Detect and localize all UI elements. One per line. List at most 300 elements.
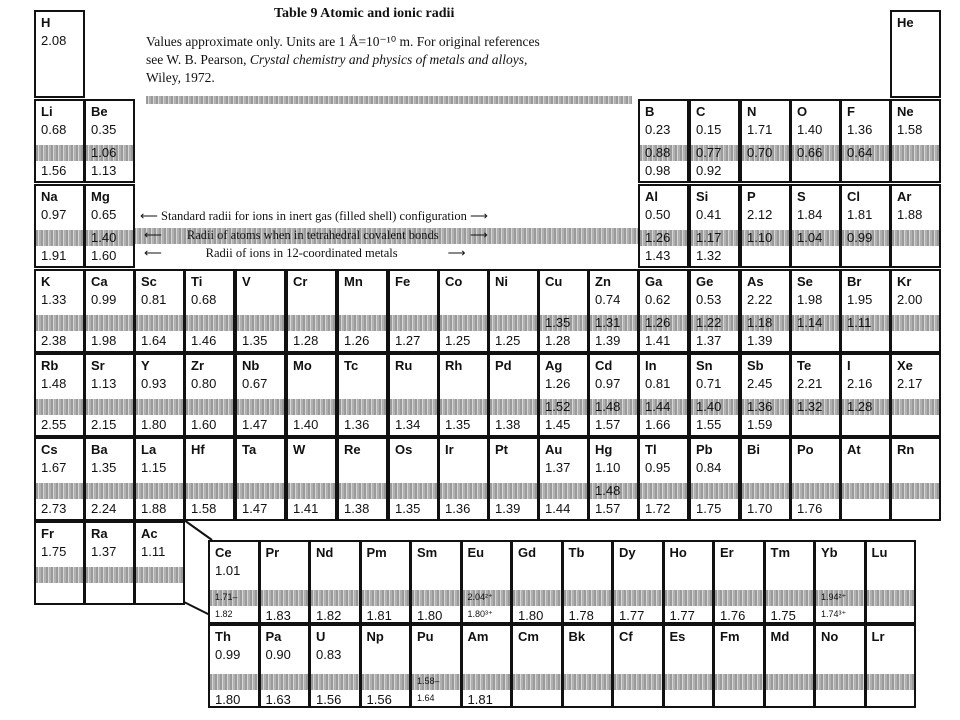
metallic-radius: 1.57 [595,501,621,516]
metallic-radius: 1.75 [770,608,796,623]
element-symbol: Tl [645,442,657,457]
covalent-band [186,315,233,331]
element-cell-pa [259,624,311,708]
element-cell-se [790,269,841,353]
ionic-radius: 2.12 [747,207,773,222]
covalent-band [339,483,386,499]
metallic-radius: 1.45 [545,417,571,432]
covalent-band [36,567,83,583]
element-symbol: In [645,358,657,373]
metallic-radius: 1.80 [215,692,241,707]
element-cell-al [638,184,689,268]
element-cell-b [638,99,689,183]
element-symbol: V [242,274,251,289]
element-cell-hf [184,437,235,521]
element-symbol: Sc [141,274,157,289]
metallic-radius: 1.83 [265,608,291,623]
covalent-radius: 0.88 [645,145,671,160]
element-cell-np [360,624,412,708]
ionic-radius: 0.95 [645,460,671,475]
covalent-radius: 1.28 [847,399,873,414]
element-cell-pu [410,624,462,708]
metallic-radius: 1.47 [242,417,268,432]
metallic-radius: 1.72 [645,501,671,516]
covalent-band [339,399,386,415]
legend-covalent [144,227,488,243]
ionic-radius: 1.37 [91,544,117,559]
element-cell-po [790,437,841,521]
element-cell-kr [890,269,941,353]
metallic-radius-upper: 1.94²⁺ [821,592,847,602]
covalent-band [36,315,83,331]
covalent-radius: 1.48 [595,399,621,414]
element-cell-er [713,540,765,624]
covalent-band [36,230,83,246]
covalent-radius: 1.32 [797,399,823,414]
ionic-radius: 1.36 [847,122,873,137]
element-symbol: Cf [619,629,633,644]
element-cell-na [34,184,85,268]
metallic-radius: 1.77 [669,608,695,623]
element-symbol: Nd [316,545,334,560]
element-cell-c [689,99,740,183]
element-cell-co [438,269,489,353]
element-cell-at [840,437,891,521]
covalent-radius: 0.64 [847,145,873,160]
element-cell-v [235,269,286,353]
element-symbol: Al [645,189,658,204]
covalent-radius: 1.04 [797,230,823,245]
element-cell-eu [461,540,513,624]
covalent-band [136,315,183,331]
element-symbol: Rn [897,442,915,457]
metallic-radius-upper: 1.58– [417,676,440,686]
metallic-radius: 1.80 [417,608,443,623]
ionic-radius: 1.15 [141,460,167,475]
ionic-radius: 0.74 [595,292,621,307]
element-cell-fr [34,521,85,605]
legend-metallic [144,245,466,261]
covalent-band [742,483,789,499]
element-cell-p [740,184,791,268]
element-symbol: La [141,442,157,457]
ionic-radius: 0.97 [595,376,621,391]
element-cell-yb [814,540,866,624]
element-cell-ni [488,269,539,353]
metallic-radius: 1.81 [467,692,493,707]
element-symbol: Ag [545,358,563,373]
covalent-radius: 1.06 [91,145,117,160]
element-cell-nd [309,540,361,624]
element-cell-dy [612,540,664,624]
covalent-band [440,315,487,331]
element-symbol: Pd [495,358,512,373]
element-symbol: N [747,104,757,119]
covalent-band [867,674,915,690]
ionic-radius: 0.53 [696,292,722,307]
ionic-radius: 1.67 [41,460,67,475]
element-cell-mn [337,269,388,353]
element-cell-ne [890,99,941,183]
element-symbol: Te [797,358,812,373]
element-symbol: Eu [467,545,485,560]
element-symbol: Ba [91,442,108,457]
ionic-radius: 2.16 [847,376,873,391]
element-cell-y [134,353,185,437]
covalent-radius: 1.40 [696,399,722,414]
element-symbol: Pr [265,545,280,560]
element-cell-li [34,99,85,183]
metallic-radius: 0.98 [645,163,671,178]
ionic-radius: 1.01 [215,563,241,578]
arrow-right-icon: ⟶ [441,228,488,242]
metallic-radius: 1.59 [747,417,773,432]
element-cell-cd [588,353,639,437]
element-symbol: Mg [91,189,110,204]
ionic-radius: 1.95 [847,292,873,307]
ionic-radius: 2.21 [797,376,823,391]
metallic-radius: 1.75 [696,501,722,516]
ionic-radius: 2.00 [897,292,923,307]
covalent-band [288,315,335,331]
covalent-band [136,567,183,583]
covalent-band [665,590,713,606]
intro-line-3: Wiley, 1972. [146,70,215,85]
element-cell-xe [890,353,941,437]
ionic-radius: 1.48 [41,376,67,391]
element-symbol: Ru [395,358,413,373]
ionic-radius: 0.84 [696,460,722,475]
covalent-band [36,399,83,415]
covalent-band [339,315,386,331]
element-symbol: Cl [847,189,860,204]
element-cell-pm [360,540,412,624]
table-title: Table 9 Atomic and ionic radii [274,6,455,21]
ionic-radius: 0.81 [645,376,671,391]
element-cell-tl [638,437,689,521]
element-symbol: Sr [91,358,105,373]
metallic-radius: 1.80 [518,608,544,623]
element-symbol: Zr [191,358,204,373]
element-symbol: Ge [696,274,714,289]
covalent-radius: 1.36 [747,399,773,414]
element-cell-i [840,353,891,437]
element-symbol: Pa [265,629,282,644]
metallic-radius: 1.32 [696,248,722,263]
element-symbol: Mn [344,274,363,289]
ionic-radius: 1.35 [91,460,117,475]
legend-ionic [140,208,488,224]
covalent-radius: 0.70 [747,145,773,160]
covalent-radius: 1.22 [696,315,722,330]
metallic-radius: 1.39 [495,501,521,516]
covalent-radius: 1.10 [747,230,773,245]
metallic-radius: 1.55 [696,417,722,432]
ionic-radius: 0.15 [696,122,722,137]
metallic-radius: 1.56 [366,692,392,707]
covalent-band [867,590,915,606]
element-symbol: Li [41,104,53,119]
metallic-radius: 1.76 [720,608,746,623]
element-cell-rb [34,353,85,437]
element-symbol: Ne [897,104,914,119]
ionic-radius: 0.93 [141,376,167,391]
covalent-band [892,230,939,246]
element-symbol: Re [344,442,361,457]
element-symbol: S [797,189,806,204]
element-cell-mg [84,184,135,268]
element-symbol: Ni [495,274,508,289]
element-symbol: Y [141,358,150,373]
ionic-radius: 1.81 [847,207,873,222]
element-symbol: Si [696,189,709,204]
metallic-radius: 1.37 [696,333,722,348]
element-symbol: Rh [445,358,463,373]
element-symbol: Cm [518,629,539,644]
element-cell-lr [865,624,917,708]
covalent-band [311,590,359,606]
covalent-radius: 1.17 [696,230,722,245]
covalent-band [490,483,537,499]
element-cell-nb [235,353,286,437]
element-cell-bk [562,624,614,708]
covalent-radius: 1.40 [91,230,117,245]
element-symbol: H [41,15,51,30]
ionic-radius: 0.99 [215,647,241,662]
covalent-band [390,315,437,331]
element-symbol: Ca [91,274,108,289]
metallic-radius-lower: 1.82 [215,609,233,619]
metallic-radius: 1.26 [344,333,370,348]
element-cell-rh [438,353,489,437]
element-symbol: Er [720,545,734,560]
covalent-band [136,399,183,415]
covalent-band [237,399,284,415]
covalent-radius: 1.11 [847,315,872,330]
element-cell-u [309,624,361,708]
arrow-right-icon: ⟶ [400,246,466,260]
element-symbol: Cr [293,274,308,289]
element-cell-ag [538,353,589,437]
covalent-band [362,590,410,606]
element-cell-os [388,437,439,521]
element-symbol: Ar [897,189,912,204]
element-symbol: Nb [242,358,260,373]
metallic-radius: 1.78 [568,608,594,623]
element-symbol: Au [545,442,563,457]
metallic-radius: 1.56 [41,163,67,178]
element-symbol: Fm [720,629,740,644]
covalent-band [490,315,537,331]
ionic-radius: 0.90 [265,647,291,662]
covalent-band [490,399,537,415]
metallic-radius: 1.82 [316,608,342,623]
covalent-band [892,483,939,499]
element-symbol: Dy [619,545,636,560]
ionic-radius: 0.80 [191,376,217,391]
ionic-radius: 0.68 [41,122,67,137]
element-cell-no [814,624,866,708]
metallic-radius-upper: 2.04²⁺ [467,592,493,602]
metallic-radius: 1.35 [395,501,421,516]
covalent-band [892,399,939,415]
covalent-band [564,590,612,606]
metallic-radius: 1.25 [495,333,521,348]
ionic-radius: 0.50 [645,207,671,222]
metallic-radius-lower: 1.80³⁺ [467,609,493,619]
element-symbol: Ti [191,274,203,289]
metallic-radius: 1.56 [316,692,342,707]
element-cell-md [764,624,816,708]
ionic-radius: 1.88 [897,207,923,222]
ionic-radius: 1.98 [797,292,823,307]
element-cell-fm [713,624,765,708]
element-cell-ta [235,437,286,521]
covalent-band [892,315,939,331]
covalent-radius: 1.31 [595,315,621,330]
covalent-radius: 1.14 [797,315,823,330]
element-cell-o [790,99,841,183]
covalent-radius: 1.44 [645,399,671,414]
ionic-radius: 2.45 [747,376,773,391]
metallic-radius: 1.39 [595,333,621,348]
covalent-band [665,674,713,690]
element-symbol: Po [797,442,814,457]
element-symbol: Hg [595,442,613,457]
element-symbol: I [847,358,851,373]
arrow-left-icon: ⟵ [140,209,158,223]
ionic-radius: 1.37 [545,460,571,475]
element-cell-ir [438,437,489,521]
element-cell-am [461,624,513,708]
element-symbol: At [847,442,861,457]
element-cell-sn [689,353,740,437]
covalent-band [816,674,864,690]
element-cell-gd [511,540,563,624]
covalent-radius: 0.99 [847,230,873,245]
element-cell-zn [588,269,639,353]
element-cell-sc [134,269,185,353]
ionic-radius: 2.08 [41,33,67,48]
ionic-radius: 0.62 [645,292,671,307]
title-divider [146,96,632,104]
element-cell-br [840,269,891,353]
element-cell-cs [34,437,85,521]
element-cell-si [689,184,740,268]
covalent-band [261,590,309,606]
metallic-radius: 1.47 [242,501,268,516]
element-symbol: U [316,629,326,644]
element-cell-ga [638,269,689,353]
metallic-radius: 1.36 [344,417,370,432]
element-symbol: Kr [897,274,912,289]
element-symbol: Fr [41,526,54,541]
element-symbol: Cs [41,442,58,457]
element-cell-la [134,437,185,521]
covalent-radius: 1.48 [595,483,621,498]
ionic-radius: 0.99 [91,292,117,307]
metallic-radius: 2.15 [91,417,117,432]
metallic-radius-lower: 1.74³⁺ [821,609,847,619]
element-cell-ru [388,353,439,437]
covalent-radius: 0.66 [797,145,823,160]
ionic-radius: 0.97 [41,207,67,222]
covalent-band [540,483,587,499]
element-cell-ca [84,269,135,353]
element-cell-au [538,437,589,521]
metallic-radius: 1.98 [91,333,117,348]
element-symbol: Ce [215,545,232,560]
ionic-radius: 1.33 [41,292,67,307]
metallic-radius: 1.81 [366,608,392,623]
covalent-radius: 0.77 [696,145,722,160]
element-symbol: Tm [770,545,790,560]
metallic-radius: 1.25 [445,333,471,348]
covalent-band [86,483,133,499]
covalent-band [237,315,284,331]
element-cell-he [890,10,941,98]
metallic-radius: 1.80 [141,417,167,432]
element-symbol: Cd [595,358,613,373]
element-symbol: Br [847,274,862,289]
element-cell-ge [689,269,740,353]
element-symbol: Sn [696,358,713,373]
metallic-radius: 1.91 [41,248,67,263]
covalent-band [390,399,437,415]
intro-line-2 [146,52,527,68]
covalent-band [136,483,183,499]
element-symbol: F [847,104,855,119]
ionic-radius: 1.84 [797,207,823,222]
covalent-band [440,399,487,415]
element-symbol: No [821,629,839,644]
element-cell-cu [538,269,589,353]
ionic-radius: 1.13 [91,376,117,391]
element-cell-ba [84,437,135,521]
metallic-radius: 1.34 [395,417,421,432]
element-cell-w [286,437,337,521]
covalent-band [564,674,612,690]
element-cell-h [34,10,85,98]
element-symbol: Zn [595,274,611,289]
ionic-radius: 1.75 [41,544,67,559]
element-cell-lu [865,540,917,624]
ionic-radius: 0.23 [645,122,671,137]
metallic-radius: 1.44 [545,501,571,516]
element-symbol: C [696,104,706,119]
element-symbol: Fe [395,274,411,289]
element-symbol: Tc [344,358,359,373]
element-cell-ac [134,521,185,605]
element-symbol: B [645,104,655,119]
element-symbol: As [747,274,764,289]
legend-ionic-text: Standard radii for ions in inert gas (filled shell) configuration [161,209,467,223]
element-symbol: Mo [293,358,312,373]
ionic-radius: 1.40 [797,122,823,137]
element-symbol: Xe [897,358,913,373]
element-symbol: O [797,104,808,119]
covalent-band [36,483,83,499]
covalent-band [36,145,83,161]
element-symbol: Na [41,189,58,204]
element-symbol: Os [395,442,413,457]
element-cell-tm [764,540,816,624]
arrow-left-icon: ⟵ [144,246,203,260]
ionic-radius: 1.11 [141,544,166,559]
element-cell-cm [511,624,563,708]
element-cell-es [663,624,715,708]
element-symbol: Co [445,274,463,289]
